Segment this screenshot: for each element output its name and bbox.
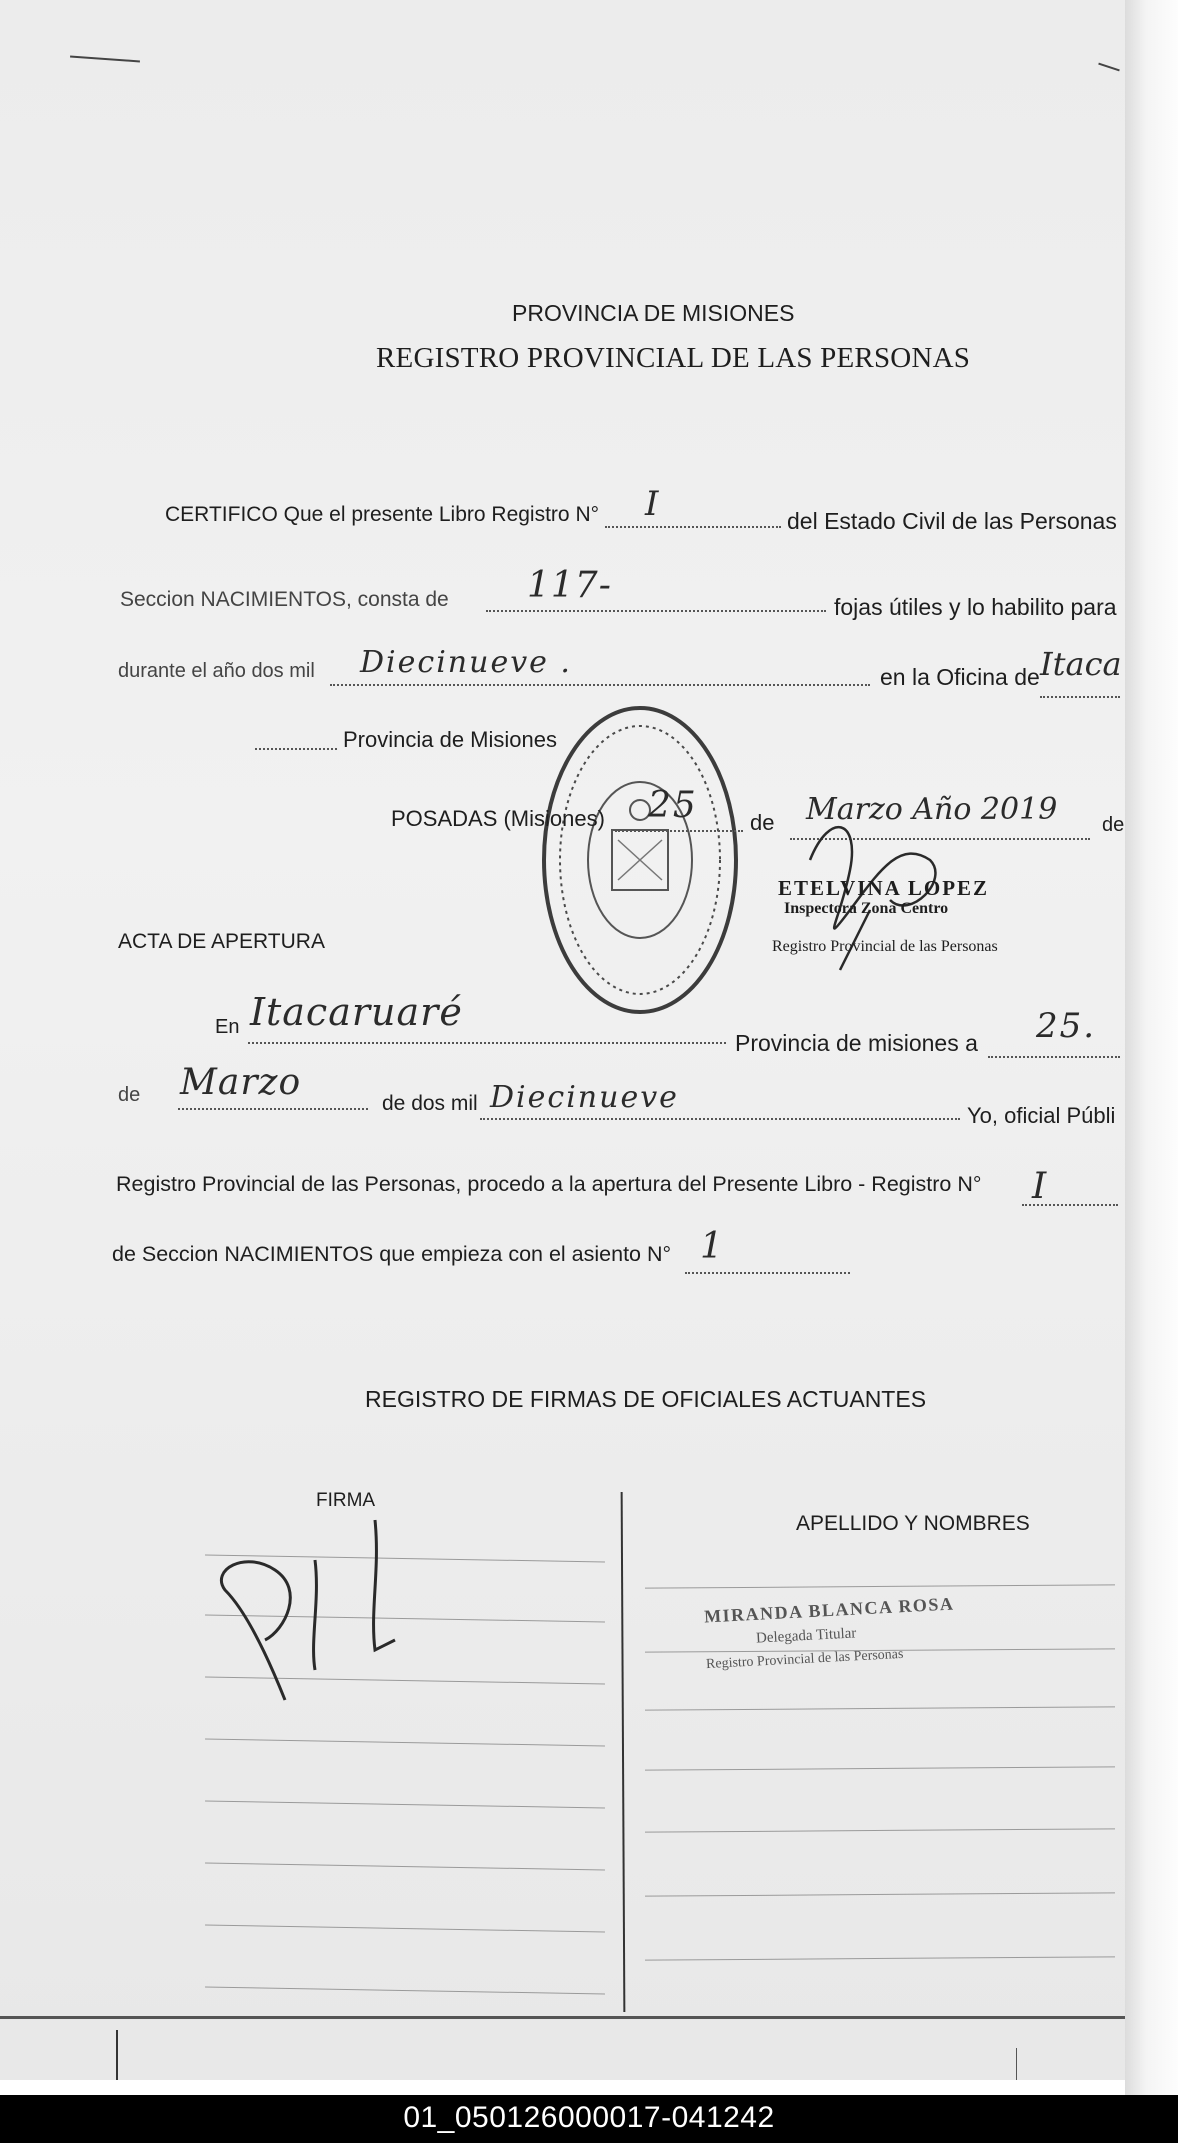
names-row-line: [645, 1828, 1115, 1832]
page-bottom-tick: [1016, 2048, 1017, 2080]
cert-line1-value: I: [645, 484, 661, 524]
names-row-line: [645, 1584, 1115, 1588]
inspector-stamp-org: Registro Provincial de las Personas: [772, 938, 998, 955]
inspector-stamp-role: Inspectora Zona Centro: [784, 900, 949, 917]
acta-line2-mid: de dos mil: [382, 1092, 478, 1115]
cert-line3-dots: [330, 684, 870, 686]
cert-line1-suffix: del Estado Civil de las Personas: [787, 508, 1117, 534]
footer-code: 01_050126000017-041242: [403, 2101, 775, 2134]
acta-line2-year-dots: [480, 1118, 960, 1120]
cert-line4-dots: [255, 748, 337, 750]
official-seal-stamp: [540, 700, 740, 1020]
corner-mark-left: [70, 56, 140, 63]
acta-line1-prefix: En: [215, 1016, 240, 1038]
names-row-line: [645, 1766, 1115, 1770]
acta-title: ACTA DE APERTURA: [118, 930, 325, 953]
page-bottom-line: [0, 2016, 1125, 2019]
acta-line4-value: 1: [700, 1226, 725, 1267]
acta-line2-prefix: de: [118, 1084, 141, 1106]
corner-mark-right: [1098, 63, 1120, 72]
header-registry: REGISTRO PROVINCIAL DE LAS PERSONAS: [376, 342, 971, 374]
acta-line4-dots: [685, 1272, 850, 1274]
acta-line1-day: 25.: [1036, 1006, 1097, 1046]
acta-line3-text: Registro Provincial de las Personas, procedo a la apertura del Presente Libro - Registro N°: [116, 1172, 982, 1196]
cert-line3-value: Diecinueve .: [360, 645, 572, 680]
cert-line5-day: 25: [648, 785, 698, 826]
signatures-col-firma: FIRMA: [316, 1490, 376, 1511]
cert-line1-dots: [605, 526, 781, 528]
cert-line3-suffix: en la Oficina de: [880, 664, 1040, 690]
cert-line1-prefix: CERTIFICO Que el presente Libro Registro N°: [165, 503, 600, 526]
names-row-line: [645, 1956, 1115, 1960]
cert-line2-value: 117-: [527, 565, 612, 606]
acta-line2-year: Diecinueve: [490, 1080, 679, 1115]
signatures-col-names: APELLIDO Y NOMBRES: [796, 1512, 1030, 1535]
officer-stamp-org: Registro Provincial de las Personas: [705, 1646, 904, 1673]
header-province: PROVINCIA DE MISIONES: [512, 300, 795, 326]
cert-line3-office-dots: [1040, 696, 1120, 698]
officer-stamp-role: Delegada Titular: [755, 1625, 857, 1647]
cert-line5-mid: de: [750, 810, 775, 835]
cert-line4-text: Provincia de Misiones: [343, 727, 557, 752]
inspector-stamp-name: ETELVINA LOPEZ: [778, 876, 990, 900]
cert-line5-prefix: POSADAS (Misiones): [391, 806, 605, 831]
acta-line1-place: Itacaruaré: [250, 990, 463, 1034]
acta-line2-month-dots: [178, 1108, 368, 1110]
cert-line2-suffix: fojas útiles y lo habilito para: [834, 594, 1117, 620]
firma-row-line: [205, 1925, 605, 1933]
cert-line3-office: Itaca: [1040, 645, 1122, 683]
cert-line2-dots: [486, 610, 826, 612]
firma-row-line: [205, 1739, 605, 1747]
cert-line5-suffix: de: [1102, 814, 1125, 836]
officer-stamp-name: MIRANDA BLANCA ROSA: [703, 1593, 955, 1627]
page-edge-shadow: [1125, 0, 1178, 2095]
acta-line2-suffix: Yo, oficial Públi: [967, 1103, 1116, 1128]
acta-line4-text: de Seccion NACIMIENTOS que empieza con el asiento N°: [112, 1242, 672, 1266]
firma-row-line: [205, 1863, 605, 1871]
page-bottom-tick: [116, 2030, 118, 2080]
firma-row-line: [205, 1987, 605, 1995]
cert-line3-prefix: durante el año dos mil: [118, 660, 315, 682]
names-row-line: [645, 1892, 1115, 1896]
acta-line1-day-dots: [988, 1056, 1120, 1058]
acta-line3-value: I: [1032, 1166, 1049, 1207]
cert-line5-day-dots: [615, 830, 743, 832]
acta-line1-mid: Provincia de misiones a: [735, 1030, 978, 1056]
names-row-line: [645, 1706, 1115, 1710]
acta-line1-place-dots: [248, 1042, 726, 1044]
cert-line2-prefix: Seccion NACIMIENTOS, consta de: [120, 588, 449, 611]
table-column-divider: [621, 1492, 626, 2012]
officer-signature: [205, 1500, 425, 1720]
firma-row-line: [205, 1801, 605, 1809]
signatures-title: REGISTRO DE FIRMAS DE OFICIALES ACTUANTES: [365, 1386, 927, 1412]
acta-line2-month: Marzo: [180, 1062, 302, 1103]
cert-line5-month-year: Marzo Año 2019: [806, 792, 1058, 827]
